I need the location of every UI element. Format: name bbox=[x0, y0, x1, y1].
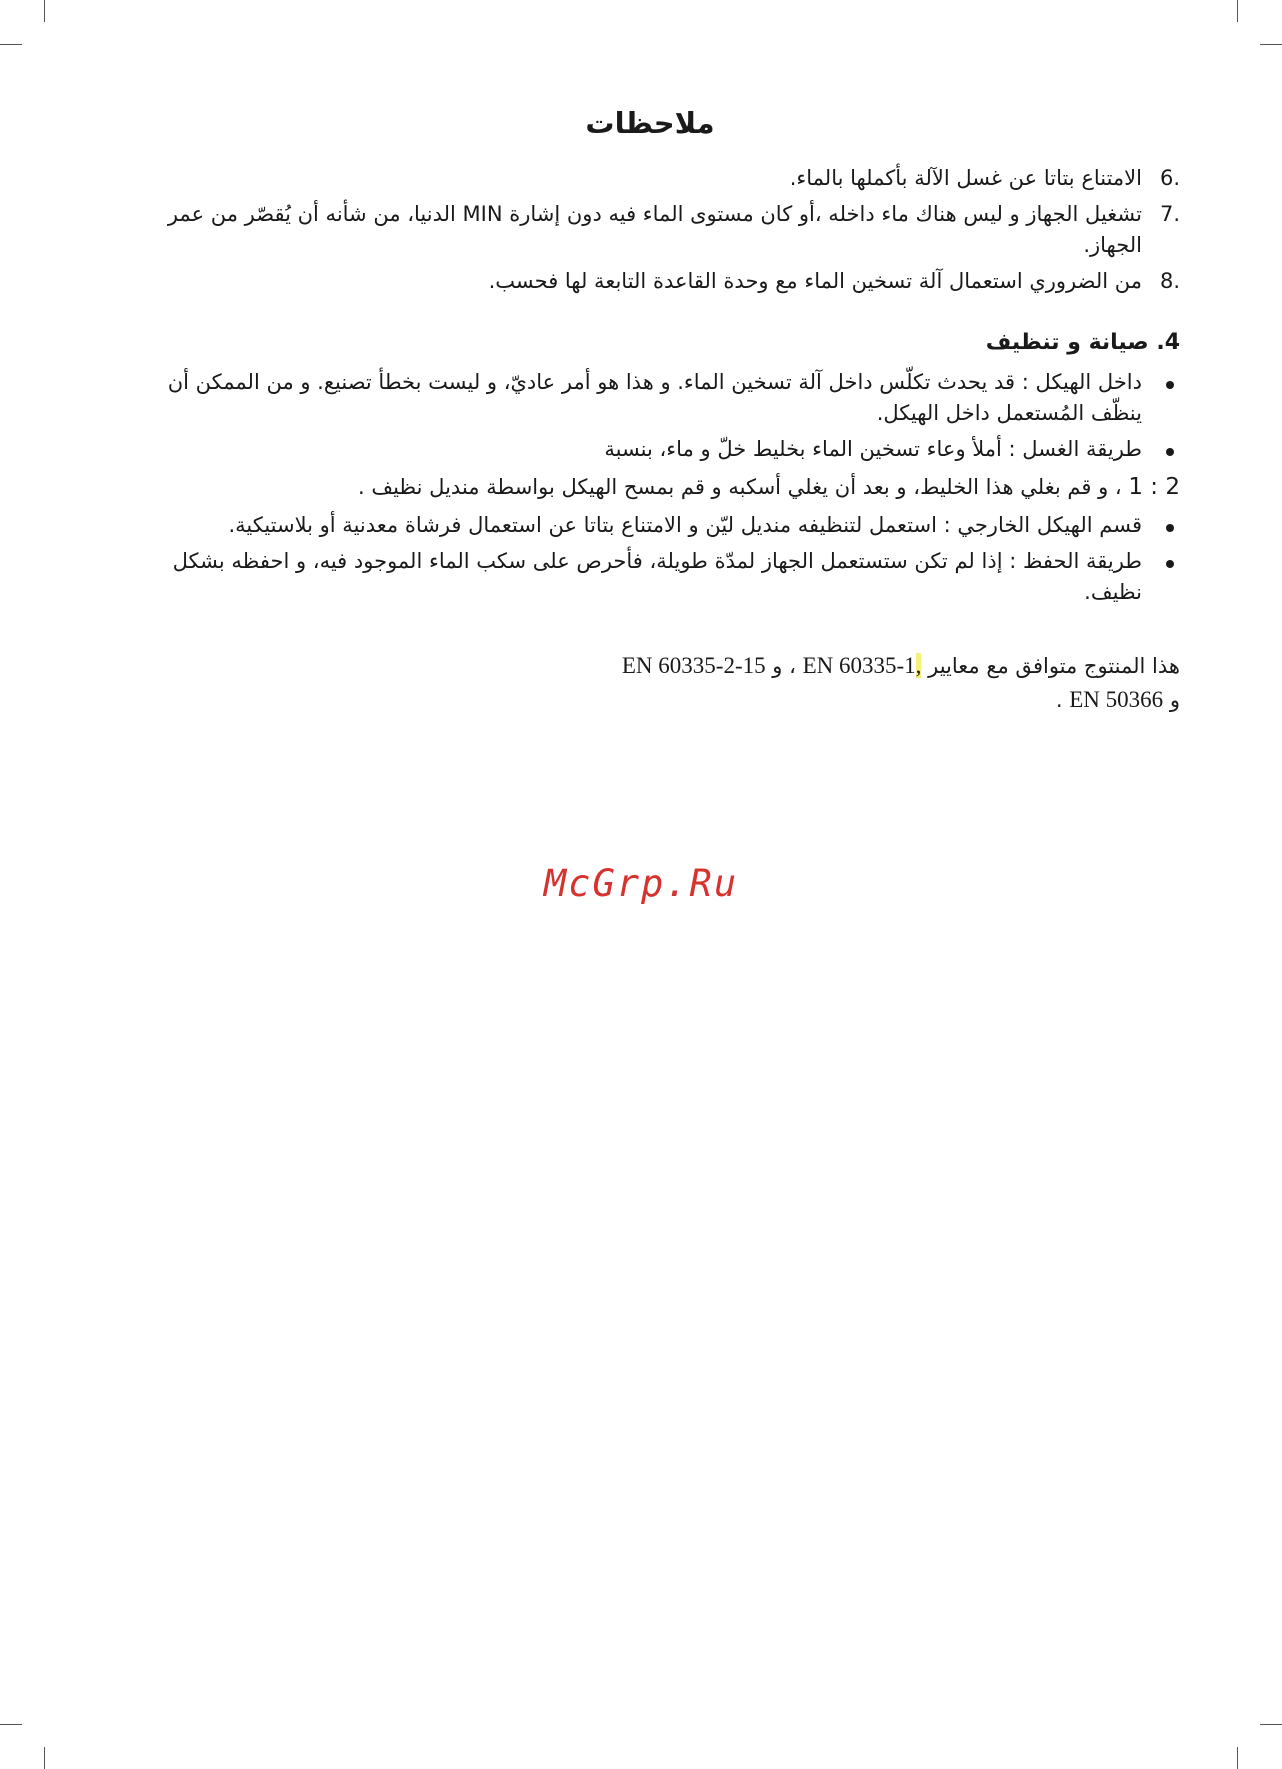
standards-statement bbox=[120, 649, 1180, 716]
note-item bbox=[120, 199, 1180, 260]
standard-code: EN 60335-1 bbox=[802, 653, 916, 679]
bullet-icon bbox=[1166, 381, 1174, 389]
note-text: تشغيل الجهاز و ليس هناك ماء داخله ،أو كان مستوى الماء فيه دون إشارة MIN الدنيا، من شأنه أن يُقصّر من عمر الجهاز. bbox=[167, 202, 1142, 257]
crop-mark bbox=[1237, 1747, 1238, 1769]
note-number: 8. bbox=[1159, 269, 1180, 293]
crop-mark bbox=[1260, 1724, 1282, 1725]
list-item-text: طريقة الحفظ : إذا لم تكن ستستعمل الجهاز لمدّة طويلة، فأحرص على سكب الماء الموجود فيه، و احفظه بشكل نظيف. bbox=[172, 549, 1142, 604]
maintenance-list bbox=[120, 367, 1180, 464]
crop-mark bbox=[1260, 44, 1282, 45]
standards-conjunction: و bbox=[1169, 687, 1180, 712]
ratio-numbers: 1 : 2 bbox=[1128, 473, 1180, 500]
maintenance-list-continued bbox=[120, 510, 1180, 607]
standard-en-50366: EN 50366 bbox=[1069, 686, 1164, 712]
standards-end: . bbox=[1055, 687, 1063, 712]
crop-mark bbox=[1237, 0, 1238, 22]
highlighted-comma: , bbox=[915, 653, 922, 679]
list-item-text: قسم الهيكل الخارجي : استعمل لتنظيفه منديل ليّن و الامتناع بتاتا عن استعمال فرشاة معدنية أو بلاستيكية. bbox=[228, 512, 1142, 537]
page-title: ملاحظات bbox=[585, 106, 715, 140]
standards-line-2 bbox=[120, 683, 1180, 716]
standard-en-60335-2-15: EN 60335-2-15 bbox=[621, 653, 766, 679]
note-number: 7. bbox=[1159, 202, 1180, 227]
list-item bbox=[120, 434, 1180, 464]
standards-separator: ، و bbox=[772, 654, 796, 679]
bullet-icon bbox=[1166, 448, 1174, 456]
note-text: من الضروري استعمال آلة تسخين الماء مع وحدة القاعدة التابعة لها فحسب. bbox=[488, 269, 1142, 293]
bullet-icon bbox=[1166, 560, 1174, 568]
crop-mark bbox=[0, 1724, 22, 1725]
list-item bbox=[120, 367, 1180, 428]
list-item bbox=[120, 510, 1180, 540]
crop-mark bbox=[44, 1747, 45, 1769]
note-item bbox=[120, 163, 1180, 193]
note-text: الامتناع بتاتا عن غسل الآلة بأكملها بالماء. bbox=[789, 165, 1142, 190]
section-heading: 4. صيانة و تنظيف bbox=[985, 330, 1180, 356]
watermark-logo: McGrp.Ru bbox=[543, 862, 739, 905]
list-item-text: داخل الهيكل : قد يحدث تكلّس داخل آلة تسخين الماء. و هذا هو أمر عاديّ، و ليست بخطأ تصنيع. و من الممكن أن ينظّف المُستعمل داخل الهيكل. bbox=[167, 370, 1142, 425]
crop-mark bbox=[0, 44, 22, 45]
standards-prefix: هذا المنتوج متوافق مع معايير bbox=[928, 654, 1180, 679]
list-item-text: طريقة الغسل : أملأ وعاء تسخين الماء بخليط خلّ و ماء، بنسبة bbox=[604, 437, 1142, 462]
note-item bbox=[120, 266, 1180, 296]
ratio-line bbox=[120, 471, 1180, 504]
bullet-icon bbox=[1166, 524, 1174, 532]
document-body bbox=[120, 105, 1180, 716]
ratio-text: ، و قم بغلي هذا الخليط، و بعد أن يغلي أسكبه و قم بمسح الهيكل بواسطة منديل نظيف . bbox=[358, 474, 1122, 499]
list-item bbox=[120, 546, 1180, 607]
standard-en-60335-1 bbox=[803, 653, 922, 678]
notes-list bbox=[120, 163, 1180, 297]
standards-line-1 bbox=[120, 649, 1180, 682]
crop-mark bbox=[44, 0, 45, 22]
note-number: 6. bbox=[1159, 165, 1180, 190]
